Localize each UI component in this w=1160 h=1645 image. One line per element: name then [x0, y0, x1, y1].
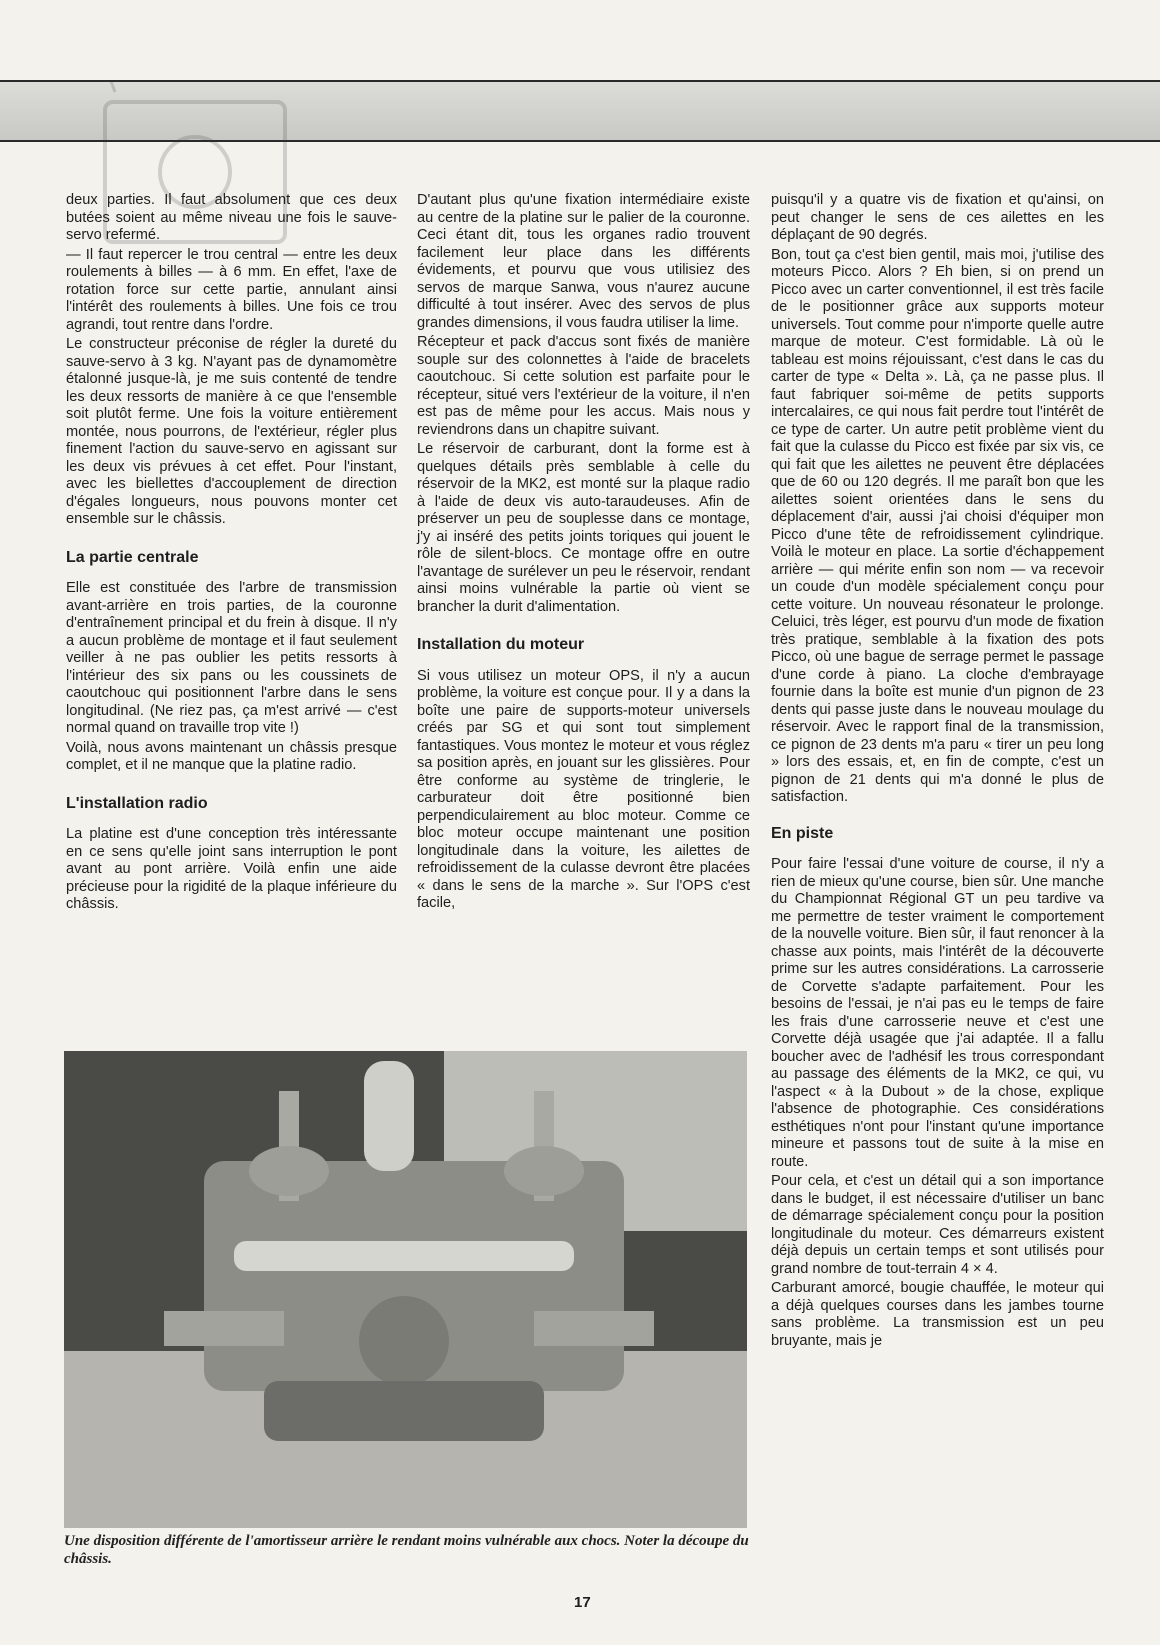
paragraph: Voilà, nous avons maintenant un châssis presque complet, et il ne manque que la platine radio. [66, 739, 397, 773]
paragraph: deux parties. Il faut absolument que ces deux butées soient au même niveau une fois le sauve-servo refermé. [66, 192, 397, 243]
paragraph: Si vous utilisez un moteur OPS, il n'y a aucun problème, la voiture est conçue pour. Il y a dans la boîte une paire de supports-moteur universels créés par SG et qui sont tout simplement fantastiques. Vous montez le moteur et vous réglez sa position après, en jouant sur les glissières. Pour être conforme au système de tringlerie, le carburateur doit être positionné bien perpendiculairement au bloc moteur. Comme ce bloc moteur occupe maintenant une position longitudinale dans la voiture, les ailettes de refroidissement de la culasse devront être placées « dans le sens de la marche ». Sur l'OPS c'est facile, [417, 667, 750, 911]
photo-caption: Une disposition différente de l'amortisseur arrière le rendant moins vulnérable aux chocs. Noter la découpe du châssis. [64, 1533, 749, 1567]
heading-partie-centrale: La partie centrale [66, 548, 199, 566]
paragraph: Le constructeur préconise de régler la dureté du sauve-servo à 3 kg. N'ayant pas de dynamomètre étalonné jusque-là, je me suis contenté de tendre les deux ressorts de manière à ce que l'ensemble soit plutôt ferme. Une fois la voiture entièrement montée, nous pourrons, de l'extérieur, régler plus finement l'action du sauve-servo en agissant sur les deux vis prévues à cet effet. Pour l'instant, avec les biellettes d'accouplement de direction d'égales longueurs, nous pouvons monter cet ensemble sur le châssis. [66, 336, 397, 527]
paragraph: Le réservoir de carburant, dont la forme est à quelques détails près semblable à celle du réservoir de la MK2, est monté sur la plaque radio à l'aide de deux vis auto-taraudeuses. Afin de préserver un peu de souplesse dans ce montage, j'y ai inséré des petits joints toriques qui jouent le rôle de silent-blocs. Ce montage offre en outre l'avantage de surélever un peu le réservoir, rendant ainsi moins vulnérable la partie où vient se brancher la durit d'alimentation. [417, 441, 750, 615]
paragraph: — Il faut repercer le trou central — entre les deux roulements à billes — à 6 mm. En effet, l'axe de rotation force sur cette partie, annulant ainsi l'intérêt des roulements à billes. Une fois ce trou agrandi, tout rentre dans l'ordre. [66, 246, 397, 333]
page-number: 17 [574, 1594, 591, 1611]
paragraph: Elle est constituée des l'arbre de transmission avant-arrière en trois parties, de la couronne d'entraînement principal et du frein à disque. Il n'y a aucun problème de montage et il faut seulement veiller à ne pas oublier les petits ressorts à l'intérieur des six pans ou les coussinets de caoutchouc qui positionnent l'arbre dans le sens longitudinal. (Ne riez pas, ça m'est arrivé — c'est normal quand on travaille trop vite !) [66, 580, 397, 736]
paragraph: Bon, tout ça c'est bien gentil, mais moi, j'utilise des moteurs Picco. Alors ? Eh bien, si on prend un Picco avec un carter conventionnel, il est très facile de le positionner grâce aux supports moteur universels. Tout comme pour n'importe quelle autre marque de moteur. C'est formidable. Là où le tableau est moins réjouissant, c'est dans le cas du carter de type « Delta ». Là, ça ne passe plus. Il faut fabriquer soi-même de petits supports intercalaires, ce qui nous fait perdre tout l'intérêt de ce type de carter. Un autre petit problème vient du fait que la culasse du Picco est fixée par six vis, ce qui fait que les ailettes ne peuvent être déplacées que de 60 ou 120 degrés. Il me paraît bon que les ailettes soient orientées dans le sens du déplacement d'air, aussi j'ai choisi d'équiper mon Picco d'une tête de refroidissement cylindrique. Voilà le moteur en place. La sortie d'échappement arrière — qui mérite enfin son nom — va recevoir un coude d'un modèle spécialement conçu pour cette voiture. Un nouveau résonateur le prolonge. Celuici, très léger, est pourvu d'un mode de fixation très pratique, semblable à la fixation des pots Picco, où une bague de serrage permet le passage d'une corde à piano. La cloche d'embrayage fournie dans la boîte est munie d'un pignon de 23 dents qui passe juste dans le nouveau moulage du réservoir. Avec le rapport final de la transmission, ce pignon de 23 dents m'a paru « tirer un peu long » lors des essais, et, en fin de compte, c'est un pignon de 21 dents qui m'a donné le plus de satisfaction. [771, 246, 1104, 805]
paragraph: Pour cela, et c'est un détail qui a son importance dans le budget, il est nécessaire d'utiliser un banc de démarrage spécialement conçu pour la position longitudinale du moteur. Ces démarreurs existent déjà depuis un certain temps et sont utilisés pour grand nombre de tout-terrain 4 × 4. [771, 1173, 1104, 1277]
paragraph: Pour faire l'essai d'une voiture de course, il n'y a rien de mieux qu'une course, bien sûr. Une manche du Championnat Régional GT un peu tardive va me permettre de tester vraiment le comportement de la nouvelle voiture. Bien sûr, il faut renoncer à la chasse aux points, mais l'intérêt de la découverte prime sur les autres considérations. La carrosserie de Corvette s'adapte parfaitement. Pour les besoins de l'essai, je n'ai pas eu le temps de faire les frais d'une carrosserie neuve et c'est une Corvette déjà usagée que j'ai adaptée. Il a fallu boucher avec de l'adhésif les trous correspondant au passage des éléments de la MK2, ce qui, vu l'aspect « à la Dubout » de la chose, explique l'absence de photographie. Ces considérations esthétiques n'ont pour l'instant qu'une importance mineure et passons tout de suite à la mise en route. [771, 856, 1104, 1170]
column-2 [417, 192, 750, 915]
heading-en-piste: En piste [771, 824, 834, 842]
paragraph: puisqu'il y a quatre vis de fixation et qu'ainsi, on peut changer le sens de ces ailettes en les déplaçant de 90 degrés. [771, 192, 1104, 243]
column-1 [66, 192, 397, 916]
chassis-photo [64, 1051, 747, 1528]
heading-installation-moteur: Installation du moteur [417, 636, 585, 653]
header-band [0, 80, 1160, 142]
paragraph: Récepteur et pack d'accus sont fixés de manière souple sur des colonnettes à l'aide de bracelets caoutchouc. Si cette solution est parfaite pour le récepteur, situé vers l'extérieur de la voiture, il n'en est pas de même pour les accus. Mais nous y reviendrons dans un chapitre suivant. [417, 334, 750, 438]
column-3 [771, 192, 1104, 1352]
paragraph: D'autant plus qu'une fixation intermédiaire existe au centre de la platine sur le palier de la couronne. Ceci étant dit, tous les organes radio trouvent facilement leur place dans les différents évidements, et pourvu que vous utilisiez des servos de marque Sanwa, vous n'aurez aucune difficulté à tout insérer. Avec des servos de plus grandes dimensions, il vous faudra utiliser la lime. [417, 192, 750, 331]
chassis-illustration [64, 1051, 747, 1528]
paragraph: Carburant amorcé, bougie chauffée, le moteur qui a déjà quelques courses dans les jambes tourne sans problème. La transmission est un peu bruyante, mais je [771, 1280, 1104, 1349]
paragraph: La platine est d'une conception très intéressante en ce sens qu'elle joint sans interruption le pont avant au pont arrière. Voilà enfin une aide précieuse pour la rigidité de la plaque inférieure du châssis. [66, 826, 397, 912]
heading-installation-radio: L'installation radio [66, 794, 208, 812]
